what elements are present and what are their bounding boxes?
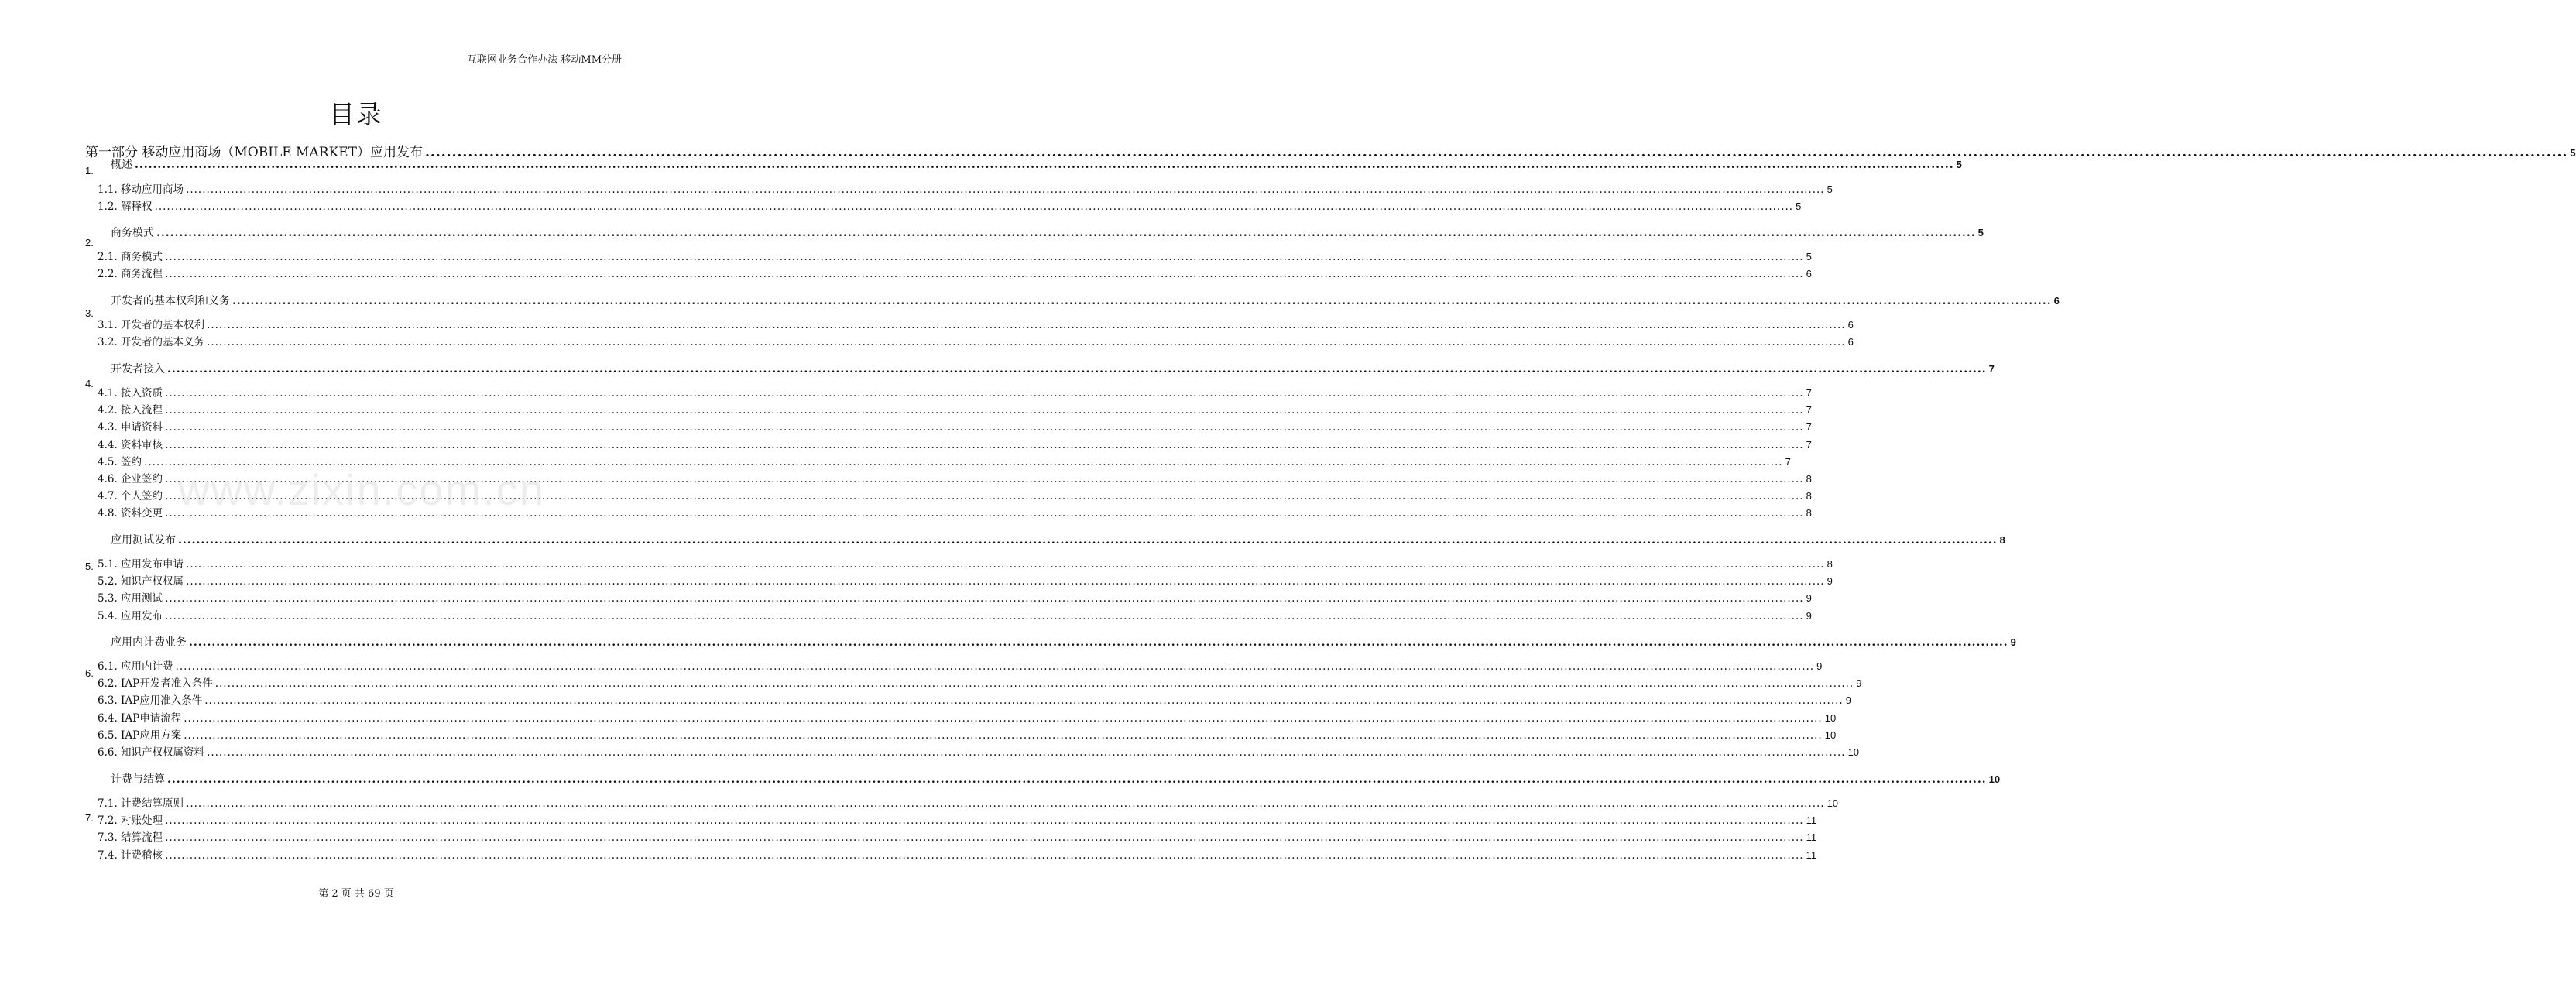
leader-dots: ................................................................................................................................................................................................................................................................................................................................................................................................................ bbox=[232, 295, 2052, 307]
toc-subsection-label: 5.3. 应用测试 bbox=[98, 592, 163, 605]
toc-subsection[interactable] bbox=[98, 470, 1812, 485]
toc-subsection-label: 4.1. 接入资质 bbox=[98, 387, 163, 399]
toc-subsection-label: 6.4. IAP申请流程 bbox=[98, 711, 182, 725]
leader-dots: ................................................................................................................................................................................................................................................................................................................................................................................................................ bbox=[186, 797, 1825, 810]
toc-section-number: 5. bbox=[85, 561, 94, 572]
toc-subsection-page: 5 bbox=[1827, 183, 1833, 195]
toc-subsection-page: 7 bbox=[1806, 387, 1812, 399]
toc-subsection-page: 10 bbox=[1824, 711, 1837, 724]
toc-subsection-page: 7 bbox=[1806, 421, 1812, 434]
leader-dots: ................................................................................................................................................................................................................................................................................................................................................................................................................ bbox=[184, 711, 1823, 725]
toc-subsection-label: 4.5. 签约 bbox=[98, 455, 142, 468]
leader-dots: ................................................................................................................................................................................................................................................................................................................................................................................................................ bbox=[204, 694, 1844, 708]
toc-subsection-page: 9 bbox=[1856, 677, 1862, 690]
leader-dots: ................................................................................................................................................................................................................................................................................................................................................................................................................ bbox=[207, 319, 1846, 331]
toc-part-label: 第一部分 移动应用商场（MOBILE MARKET）应用发布 bbox=[85, 145, 423, 160]
leader-dots: ................................................................................................................................................................................................................................................................................................................................................................................................................ bbox=[214, 677, 1854, 691]
toc-subsection-page: 8 bbox=[1806, 473, 1812, 485]
leader-dots: ................................................................................................................................................................................................................................................................................................................................................................................................................ bbox=[165, 490, 1804, 503]
leader-dots: ................................................................................................................................................................................................................................................................................................................................................................................................................ bbox=[189, 636, 2008, 649]
page-footer: 第 2 页 共 69 页 bbox=[318, 888, 394, 900]
toc-subsection-label: 4.2. 接入流程 bbox=[98, 404, 163, 417]
toc-subsection[interactable] bbox=[98, 401, 1812, 417]
toc-subsection-page: 6 bbox=[1847, 336, 1854, 348]
toc-subsection-label: 5.4. 应用发布 bbox=[98, 609, 163, 622]
toc-subsection-label: 6.1. 应用内计费 bbox=[98, 660, 173, 673]
toc-subsection-page: 8 bbox=[1806, 507, 1812, 519]
toc-subsection[interactable] bbox=[98, 709, 1837, 725]
toc-subsection[interactable] bbox=[98, 384, 1812, 399]
toc-subsection[interactable] bbox=[98, 674, 1862, 691]
toc-subsection[interactable] bbox=[98, 248, 1812, 263]
toc-subsection-page: 11 bbox=[1806, 831, 1817, 844]
leader-dots: ................................................................................................................................................................................................................................................................................................................................................................................................................ bbox=[425, 145, 2568, 160]
toc-subsection[interactable] bbox=[98, 828, 1817, 845]
toc-subsection[interactable] bbox=[98, 265, 1812, 281]
toc-subsection-page: 11 bbox=[1806, 814, 1817, 827]
toc-subsection[interactable] bbox=[98, 846, 1817, 862]
leader-dots: ................................................................................................................................................................................................................................................................................................................................................................................................................ bbox=[165, 473, 1804, 485]
toc-subsection-label: 4.3. 申请资料 bbox=[98, 421, 163, 434]
leader-dots: ................................................................................................................................................................................................................................................................................................................................................................................................................ bbox=[165, 387, 1804, 399]
leader-dots: ................................................................................................................................................................................................................................................................................................................................................................................................................ bbox=[165, 849, 1804, 862]
toc-section-label: 应用测试发布 bbox=[111, 534, 176, 547]
toc-subsection-page: 9 bbox=[1806, 592, 1812, 605]
toc-section-number: 2. bbox=[85, 237, 94, 249]
toc-section-4[interactable] bbox=[111, 361, 1995, 376]
toc-subsection[interactable] bbox=[98, 555, 1833, 571]
leader-dots: ................................................................................................................................................................................................................................................................................................................................................................................................................ bbox=[207, 746, 1846, 759]
toc-subsection[interactable] bbox=[98, 743, 1860, 759]
toc-subsection-page: 10 bbox=[1824, 729, 1837, 741]
toc-section-2[interactable] bbox=[111, 225, 1984, 240]
toc-subsection-label: 3.2. 开发者的基本义务 bbox=[98, 336, 205, 349]
toc-subsection-page: 6 bbox=[1847, 319, 1854, 331]
toc-subsection-label: 4.4. 资料审核 bbox=[98, 438, 163, 451]
toc-section-label: 应用内计费业务 bbox=[111, 636, 187, 649]
leader-dots: ................................................................................................................................................................................................................................................................................................................................................................................................................ bbox=[167, 363, 1987, 375]
toc-subsection[interactable] bbox=[98, 657, 1823, 673]
leader-dots: ................................................................................................................................................................................................................................................................................................................................................................................................................ bbox=[165, 421, 1804, 434]
leader-dots: ................................................................................................................................................................................................................................................................................................................................................................................................................ bbox=[165, 592, 1804, 605]
toc-subsection[interactable] bbox=[98, 418, 1812, 434]
toc-subsection[interactable] bbox=[98, 691, 1851, 708]
leader-dots: ................................................................................................................................................................................................................................................................................................................................................................................................................ bbox=[165, 404, 1804, 417]
leader-dots: ................................................................................................................................................................................................................................................................................................................................................................................................................ bbox=[165, 609, 1804, 622]
toc-section-label: 商务模式 bbox=[111, 227, 154, 239]
toc-section-3[interactable] bbox=[111, 293, 2060, 308]
toc-part-page: 5 bbox=[2570, 147, 2576, 159]
toc-subsection[interactable] bbox=[98, 589, 1812, 605]
toc-subsection-label: 3.1. 开发者的基本权利 bbox=[98, 319, 205, 331]
toc-subsection-label: 2.2. 商务流程 bbox=[98, 268, 163, 281]
toc-subsection-label: 6.5. IAP应用方案 bbox=[98, 729, 182, 742]
toc-subsection-label: 4.6. 企业签约 bbox=[98, 473, 163, 485]
toc-subsection-page: 8 bbox=[1806, 490, 1812, 502]
toc-subsection-page: 5 bbox=[1796, 201, 1802, 213]
toc-section-1[interactable] bbox=[111, 156, 1962, 172]
leader-dots: ................................................................................................................................................................................................................................................................................................................................................................................................................ bbox=[186, 575, 1825, 588]
leader-dots: ................................................................................................................................................................................................................................................................................................................................................................................................................ bbox=[175, 660, 1815, 673]
toc-subsection-label: 7.1. 计费结算原则 bbox=[98, 797, 184, 810]
toc-section-page: 9 bbox=[2010, 636, 2016, 648]
toc-subsection-page: 7 bbox=[1785, 455, 1791, 468]
toc-subsection-label: 1.2. 解释权 bbox=[98, 201, 153, 214]
toc-subsection-page: 7 bbox=[1806, 438, 1812, 451]
toc-subsection-label: 4.8. 资料变更 bbox=[98, 507, 163, 520]
running-header: 互联网业务合作办法-移动MM分册 bbox=[466, 54, 622, 66]
toc-subsection-page: 6 bbox=[1806, 268, 1812, 280]
leader-dots: ................................................................................................................................................................................................................................................................................................................................................................................................................ bbox=[207, 336, 1846, 349]
toc-subsection[interactable] bbox=[98, 316, 1854, 331]
toc-subsection[interactable] bbox=[98, 794, 1839, 810]
toc-subsection-label: 4.7. 个人签约 bbox=[98, 490, 163, 503]
leader-dots: ................................................................................................................................................................................................................................................................................................................................................................................................................ bbox=[165, 438, 1804, 451]
toc-subsection[interactable] bbox=[98, 197, 1802, 214]
page-title: 目录 bbox=[329, 99, 383, 129]
leader-dots: ................................................................................................................................................................................................................................................................................................................................................................................................................ bbox=[186, 183, 1825, 196]
toc-section-page: 8 bbox=[1999, 534, 2005, 546]
toc-subsection-page: 9 bbox=[1827, 575, 1833, 588]
toc-subsection-page: 10 bbox=[1847, 746, 1860, 758]
toc-subsection-label: 1.1. 移动应用商场 bbox=[98, 183, 184, 196]
leader-dots: ................................................................................................................................................................................................................................................................................................................................................................................................................ bbox=[135, 159, 1954, 171]
toc-subsection-label: 7.2. 对账处理 bbox=[98, 814, 163, 828]
toc-subsection-label: 7.3. 结算流程 bbox=[98, 831, 163, 845]
toc-subsection[interactable] bbox=[98, 436, 1812, 451]
toc-subsection-label: 6.2. IAP开发者准入条件 bbox=[98, 677, 213, 691]
toc-section-page: 7 bbox=[1988, 363, 1995, 375]
toc-section-number: 6. bbox=[85, 667, 94, 679]
toc-section-label: 开发者接入 bbox=[111, 363, 165, 375]
toc-subsection[interactable] bbox=[98, 572, 1833, 588]
toc-section-number: 1. bbox=[85, 165, 94, 177]
toc-section-7[interactable] bbox=[111, 771, 2001, 787]
leader-dots: ................................................................................................................................................................................................................................................................................................................................................................................................................ bbox=[165, 268, 1804, 281]
toc-subsection-label: 6.3. IAP应用准入条件 bbox=[98, 694, 203, 708]
toc-subsection[interactable] bbox=[98, 180, 1833, 196]
toc-subsection[interactable] bbox=[98, 453, 1791, 468]
leader-dots: ................................................................................................................................................................................................................................................................................................................................................................................................................ bbox=[165, 251, 1804, 263]
leader-dots: ................................................................................................................................................................................................................................................................................................................................................................................................................ bbox=[186, 558, 1825, 571]
toc-subsection-page: 10 bbox=[1827, 797, 1839, 809]
leader-dots: ................................................................................................................................................................................................................................................................................................................................................................................................................ bbox=[144, 455, 1783, 468]
toc-section-6[interactable] bbox=[111, 634, 2016, 650]
toc-section-page: 5 bbox=[1977, 227, 1984, 238]
toc-subsection-page: 8 bbox=[1827, 558, 1833, 570]
toc-subsection-label: 5.1. 应用发布申请 bbox=[98, 558, 184, 571]
toc-subsection-label: 6.6. 知识产权权属资料 bbox=[98, 746, 205, 759]
watermark: www.zixin.com.cn bbox=[178, 465, 545, 514]
toc-subsection-label: 7.4. 计费稽核 bbox=[98, 849, 163, 862]
toc-subsection-label: 5.2. 知识产权权属 bbox=[98, 575, 184, 588]
toc-section-page: 10 bbox=[1988, 773, 2001, 785]
toc-section-5[interactable] bbox=[111, 532, 2005, 547]
toc-section-page: 5 bbox=[1956, 159, 1962, 170]
leader-dots: ................................................................................................................................................................................................................................................................................................................................................................................................................ bbox=[178, 534, 1998, 547]
toc-subsection[interactable] bbox=[98, 607, 1812, 622]
leader-dots: ................................................................................................................................................................................................................................................................................................................................................................................................................ bbox=[154, 201, 1794, 214]
toc-subsection-page: 7 bbox=[1806, 404, 1812, 417]
leader-dots: ................................................................................................................................................................................................................................................................................................................................................................................................................ bbox=[165, 831, 1804, 845]
leader-dots: ................................................................................................................................................................................................................................................................................................................................................................................................................ bbox=[165, 814, 1804, 828]
toc-section-label: 开发者的基本权利和义务 bbox=[111, 295, 230, 307]
toc-subsection-page: 9 bbox=[1806, 609, 1812, 622]
toc-section-number: 4. bbox=[85, 378, 94, 389]
toc-section-label: 概述 bbox=[111, 159, 132, 171]
toc-subsection-page: 11 bbox=[1806, 849, 1817, 861]
leader-dots: ................................................................................................................................................................................................................................................................................................................................................................................................................ bbox=[167, 773, 1987, 786]
toc-subsection-page: 5 bbox=[1806, 251, 1812, 262]
toc-subsection[interactable] bbox=[98, 333, 1854, 349]
toc-subsection[interactable] bbox=[98, 487, 1812, 503]
toc-subsection[interactable] bbox=[98, 726, 1837, 742]
toc-subsection[interactable] bbox=[98, 504, 1812, 520]
toc-subsection-page: 9 bbox=[1816, 660, 1823, 672]
leader-dots: ................................................................................................................................................................................................................................................................................................................................................................................................................ bbox=[184, 729, 1823, 742]
leader-dots: ................................................................................................................................................................................................................................................................................................................................................................................................................ bbox=[156, 227, 1976, 239]
toc-section-number: 3. bbox=[85, 307, 94, 319]
toc-section-number: 7. bbox=[85, 812, 94, 824]
leader-dots: ................................................................................................................................................................................................................................................................................................................................................................................................................ bbox=[165, 507, 1804, 520]
toc-subsection-page: 9 bbox=[1845, 694, 1851, 707]
toc-section-page: 6 bbox=[2053, 295, 2060, 307]
toc-section-label: 计费与结算 bbox=[111, 773, 165, 786]
toc-subsection-label: 2.1. 商务模式 bbox=[98, 251, 163, 263]
toc-subsection[interactable] bbox=[98, 811, 1817, 828]
